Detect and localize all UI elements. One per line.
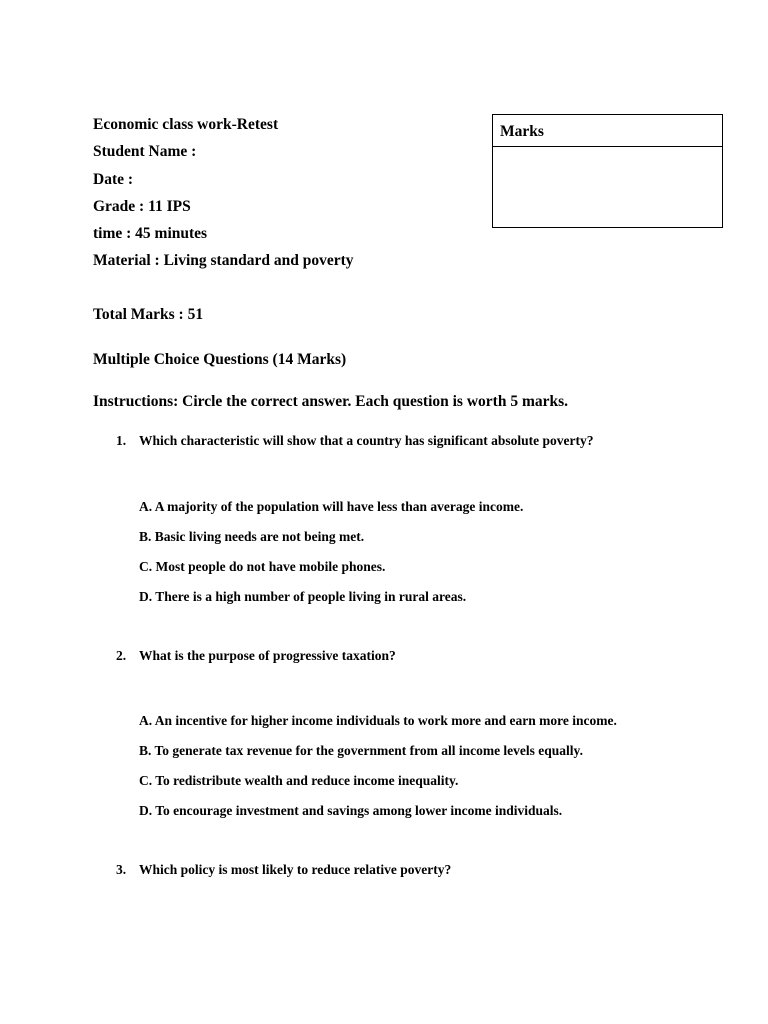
answer-option: D. There is a high number of people living in rural areas.: [139, 589, 467, 604]
question-number: 3.: [116, 862, 127, 877]
total-marks: Total Marks : 51: [93, 306, 204, 323]
answer-option: B. To generate tax revenue for the government from all income levels equally.: [139, 743, 583, 758]
answer-option: A. An incentive for higher income individuals to work more and earn more income.: [139, 713, 617, 728]
question-text: What is the purpose of progressive taxation?: [139, 648, 396, 663]
question-text: Which policy is most likely to reduce relative poverty?: [139, 862, 452, 877]
marks-divider: [493, 146, 722, 147]
question-number: 1.: [116, 433, 127, 448]
answer-option: D. To encourage investment and savings among lower income individuals.: [139, 803, 563, 818]
grade-field: Grade : 11 IPS: [93, 198, 191, 215]
material-field: Material : Living standard and poverty: [93, 252, 354, 269]
question-text: Which characteristic will show that a country has significant absolute poverty?: [139, 433, 594, 448]
marks-label: Marks: [500, 123, 544, 140]
answer-option: B. Basic living needs are not being met.: [139, 529, 365, 544]
answer-option: C. Most people do not have mobile phones.: [139, 559, 386, 574]
question-number: 2.: [116, 648, 127, 663]
answer-option: C. To redistribute wealth and reduce income inequality.: [139, 773, 459, 788]
section-title: Multiple Choice Questions (14 Marks): [93, 351, 347, 368]
time-field: time : 45 minutes: [93, 225, 208, 242]
student-name-field: Student Name :: [93, 143, 197, 160]
worksheet-title: Economic class work-Retest: [93, 116, 279, 133]
answer-option: A. A majority of the population will have less than average income.: [139, 499, 524, 514]
marks-box: [492, 114, 723, 228]
date-field: Date :: [93, 171, 134, 188]
instructions: Instructions: Circle the correct answer. Each question is worth 5 marks.: [93, 393, 569, 410]
